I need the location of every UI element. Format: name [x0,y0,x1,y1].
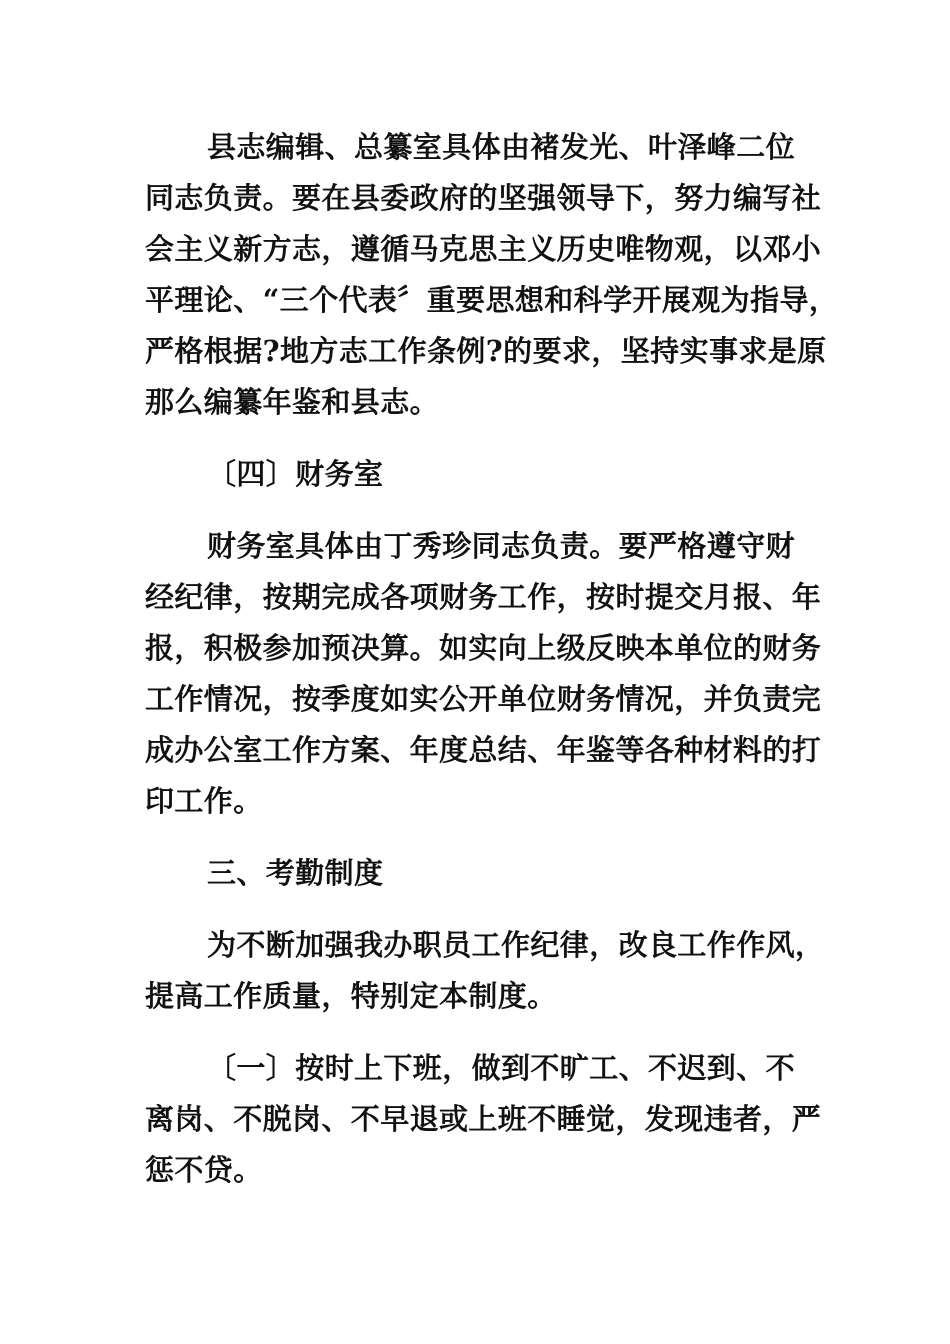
paragraph-gap [145,1022,815,1043]
text-line: 离岗、不脱岗、不早退或上班不睡觉，发现违者，严 [145,1102,822,1136]
text-line: 严格根据?地方志工作条例?的要求，坚持实事求是原 [145,334,827,368]
paragraph-attendance-intro [145,920,825,1022]
paragraph-editorial-office [145,122,839,428]
document-body [145,122,839,1196]
section-heading-attendance [145,848,815,899]
text-line: 平理论、“三个代表〞重要思想和科学开展观为指导， [145,283,839,317]
paragraph-gap [145,500,815,521]
text-line: 提高工作质量，特别定本制度。 [145,979,557,1013]
text-line: 报，积极参加预决算。如实向上级反映本单位的财务 [145,631,822,665]
paragraph-gap [145,899,815,920]
paragraph-attendance-rule-1 [145,1043,822,1196]
paragraph-gap [145,428,815,449]
text-line: 会主义新方志，遵循马克思主义历史唯物观，以邓小 [145,232,822,266]
paragraph-gap [145,827,815,848]
text-line: 三、考勤制度 [207,856,384,890]
text-line: 惩不贷。 [145,1153,263,1187]
text-line: 〔一〕按时上下班，做到不旷工、不迟到、不 [207,1051,796,1085]
text-line: 成办公室工作方案、年度总结、年鉴等各种材料的打 [145,733,822,767]
text-line: 经纪律，按期完成各项财务工作，按时提交月报、年 [145,580,822,614]
text-line: 那么编纂年鉴和县志。 [145,385,440,419]
text-line: 工作情况，按季度如实公开单位财务情况，并负责完 [145,682,822,716]
text-line: 印工作。 [145,784,263,818]
text-line: 为不断加强我办职员工作纪律，改良工作作风， [207,928,825,962]
paragraph-finance-office [145,521,822,827]
text-line: 县志编辑、总纂室具体由褚发光、叶泽峰二位 [207,130,796,164]
text-line: 财务室具体由丁秀珍同志负责。要严格遵守财 [207,529,796,563]
section-heading-finance-office [145,449,815,500]
text-line: 〔四〕财务室 [207,457,384,491]
text-line: 同志负责。要在县委政府的坚强领导下，努力编写社 [145,181,822,215]
